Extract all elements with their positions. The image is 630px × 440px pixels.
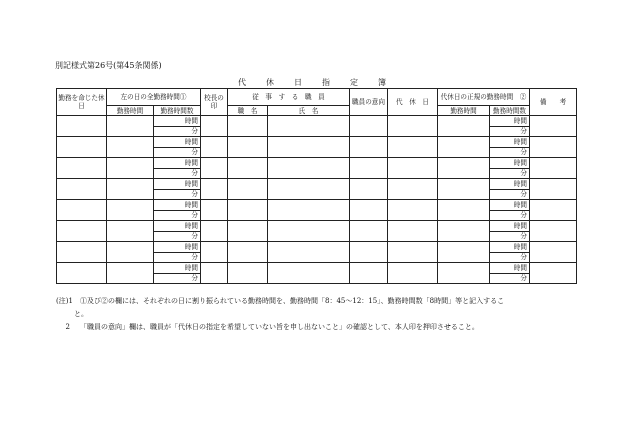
comp-work-time-cell[interactable] [438,137,490,158]
header-work-hours-count: 勤務時間数 [154,106,201,116]
remarks-cell[interactable] [530,116,577,137]
left-work-time-cell[interactable] [107,221,154,242]
staff-intent-cell[interactable] [350,158,388,179]
comp-day-cell[interactable] [388,116,438,137]
left-hours-cell[interactable]: 時間 [154,179,201,190]
job-title-cell[interactable] [228,137,268,158]
comp-day-cell[interactable] [388,179,438,200]
staff-intent-cell[interactable] [350,242,388,263]
note-2-text: 「職員の意向」欄は、職員が「代休日の指定を希望していない旨を申し出ないこと」の確認として、本人印を押印させること。 [80,323,479,331]
left-minutes-cell[interactable]: 分 [154,189,201,200]
header-comp-day-hours: 代休日の正規の勤務時間 ② [438,89,530,106]
register-table [56,88,577,284]
comp-day-cell[interactable] [388,200,438,221]
staff-intent-cell[interactable] [350,116,388,137]
work-day-cell[interactable] [57,137,107,158]
note-1-text: ①及び②の欄には、それぞれの日に割り振られている勤務時間を、勤務時間「8：45〜12：15」、勤務時間数「8時間」等と記入するこ [80,297,505,305]
work-day-cell[interactable] [57,242,107,263]
comp-minutes-cell[interactable]: 分 [490,273,530,284]
table-row [57,179,577,190]
table-row [57,137,577,148]
comp-hours-cell[interactable]: 時間 [490,116,530,127]
remarks-cell[interactable] [530,263,577,284]
remarks-cell[interactable] [530,221,577,242]
comp-minutes-cell[interactable]: 分 [490,126,530,137]
staff-name-cell[interactable] [268,179,350,200]
work-day-cell[interactable] [57,263,107,284]
header-name: 氏 名 [268,106,350,116]
table-row [57,221,577,232]
comp-work-time-cell[interactable] [438,221,490,242]
comp-day-cell[interactable] [388,221,438,242]
comp-hours-cell[interactable]: 時間 [490,242,530,253]
left-work-time-cell[interactable] [107,137,154,158]
header-comp-day: 代 休 日 [388,89,438,116]
header-staff-intent: 職員の意向 [350,89,388,116]
comp-day-cell[interactable] [388,158,438,179]
left-minutes-cell[interactable]: 分 [154,210,201,221]
staff-intent-cell[interactable] [350,137,388,158]
header-job-title: 職 名 [228,106,268,116]
left-hours-cell[interactable]: 時間 [154,221,201,232]
table-row [57,263,577,274]
header-principal-seal: 校長の印 [201,89,228,116]
remarks-cell[interactable] [530,137,577,158]
left-work-time-cell[interactable] [107,200,154,221]
comp-work-time-cell[interactable] [438,179,490,200]
left-minutes-cell[interactable]: 分 [154,147,201,158]
job-title-cell[interactable] [228,116,268,137]
left-work-time-cell[interactable] [107,158,154,179]
work-day-cell[interactable] [57,116,107,137]
comp-minutes-cell[interactable]: 分 [490,210,530,221]
header-left-day-hours: 左の日の全勤務時間① [107,89,201,106]
note-1-continuation: と。 [74,310,88,318]
table-row [57,158,577,169]
staff-name-cell[interactable] [268,242,350,263]
comp-work-time-cell[interactable] [438,116,490,137]
comp-minutes-cell[interactable]: 分 [490,168,530,179]
header-staff: 従 事 す る 職 員 [228,89,350,106]
left-minutes-cell[interactable]: 分 [154,252,201,263]
staff-name-cell[interactable] [268,200,350,221]
comp-hours-cell[interactable]: 時間 [490,200,530,211]
comp-work-time-cell[interactable] [438,200,490,221]
left-hours-cell[interactable]: 時間 [154,263,201,274]
work-day-cell[interactable] [57,200,107,221]
note-2-number: 2 [65,323,70,331]
comp-minutes-cell[interactable]: 分 [490,189,530,200]
form-number: 別記様式第26号(第45条関係) [55,61,162,70]
principal-seal-cell[interactable] [201,242,228,263]
staff-name-cell[interactable] [268,158,350,179]
left-minutes-cell[interactable]: 分 [154,168,201,179]
comp-day-cell[interactable] [388,137,438,158]
comp-work-time-cell[interactable] [438,263,490,284]
job-title-cell[interactable] [228,221,268,242]
left-minutes-cell[interactable]: 分 [154,231,201,242]
job-title-cell[interactable] [228,242,268,263]
left-work-time-cell[interactable] [107,242,154,263]
header-comp-work-time: 勤務時間 [438,106,490,116]
left-hours-cell[interactable]: 時間 [154,158,201,169]
job-title-cell[interactable] [228,263,268,284]
header-work-time: 勤務時間 [107,106,154,116]
header-work-day: 勤務を命じた休日 [57,89,107,116]
comp-day-cell[interactable] [388,263,438,284]
staff-name-cell[interactable] [268,263,350,284]
work-day-cell[interactable] [57,179,107,200]
form-title: 代 休 日 指 定 簿 [238,78,392,87]
left-minutes-cell[interactable]: 分 [154,126,201,137]
principal-seal-cell[interactable] [201,263,228,284]
table-row [57,200,577,211]
principal-seal-cell[interactable] [201,158,228,179]
staff-name-cell[interactable] [268,137,350,158]
left-work-time-cell[interactable] [107,263,154,284]
left-minutes-cell[interactable]: 分 [154,273,201,284]
staff-intent-cell[interactable] [350,179,388,200]
staff-intent-cell[interactable] [350,263,388,284]
work-day-cell[interactable] [57,158,107,179]
principal-seal-cell[interactable] [201,221,228,242]
staff-name-cell[interactable] [268,116,350,137]
remarks-cell[interactable] [530,158,577,179]
comp-minutes-cell[interactable]: 分 [490,231,530,242]
staff-intent-cell[interactable] [350,200,388,221]
principal-seal-cell[interactable] [201,116,228,137]
principal-seal-cell[interactable] [201,200,228,221]
table-row [57,242,577,253]
comp-minutes-cell[interactable]: 分 [490,252,530,263]
table-row [57,116,577,127]
left-hours-cell[interactable]: 時間 [154,200,201,211]
comp-day-cell[interactable] [388,242,438,263]
remarks-cell[interactable] [530,242,577,263]
left-work-time-cell[interactable] [107,179,154,200]
note-1-number: (注)1 [56,297,73,305]
comp-hours-cell[interactable]: 時間 [490,221,530,232]
comp-work-time-cell[interactable] [438,242,490,263]
job-title-cell[interactable] [228,179,268,200]
remarks-cell[interactable] [530,179,577,200]
staff-intent-cell[interactable] [350,221,388,242]
header-comp-work-hours-count: 勤務時間数 [490,106,530,116]
left-hours-cell[interactable]: 時間 [154,137,201,148]
left-hours-cell[interactable]: 時間 [154,242,201,253]
principal-seal-cell[interactable] [201,137,228,158]
comp-hours-cell[interactable]: 時間 [490,263,530,274]
work-day-cell[interactable] [57,221,107,242]
comp-minutes-cell[interactable]: 分 [490,147,530,158]
comp-work-time-cell[interactable] [438,158,490,179]
left-work-time-cell[interactable] [107,116,154,137]
job-title-cell[interactable] [228,200,268,221]
comp-hours-cell[interactable]: 時間 [490,179,530,190]
header-remarks: 備 考 [530,89,577,116]
left-hours-cell[interactable]: 時間 [154,116,201,127]
staff-name-cell[interactable] [268,221,350,242]
principal-seal-cell[interactable] [201,179,228,200]
comp-hours-cell[interactable]: 時間 [490,158,530,169]
notes-section [56,295,576,334]
remarks-cell[interactable] [530,200,577,221]
comp-hours-cell[interactable]: 時間 [490,137,530,148]
job-title-cell[interactable] [228,158,268,179]
